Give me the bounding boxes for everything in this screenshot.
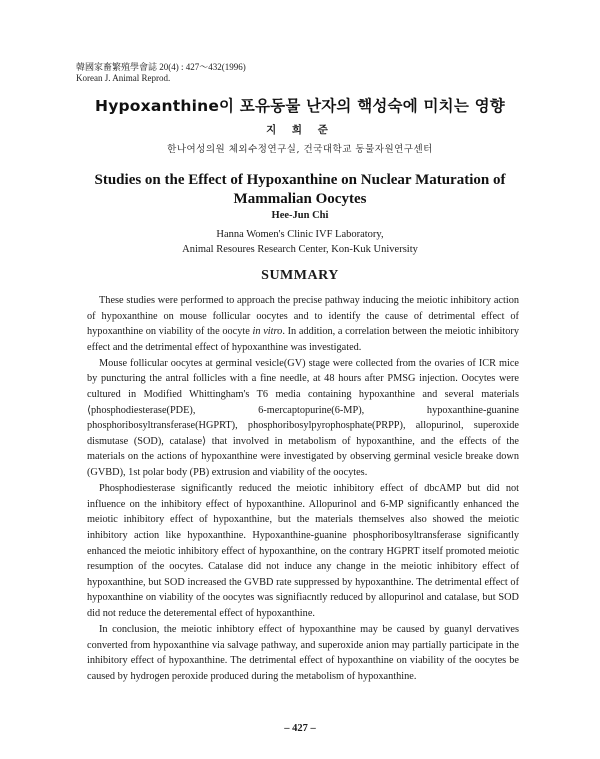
p1-italic-text: in vitro (252, 326, 283, 338)
p1-text-end: . In addition, a correlation between the meiotic inhibitory effect and the detrimental effect of hypoxanthine was investigated. (87, 326, 519, 353)
summary-body (87, 293, 519, 685)
journal-citation-korean: 韓國家畜繁殖學會誌 20(4) : 427～432(1996) (76, 62, 246, 72)
affiliation-line-1: Hanna Women's Clinic IVF Laboratory, (216, 229, 384, 240)
page-number: – 427 – (284, 723, 316, 734)
p1-text: These studies were performed to approach the precise pathway inducing the meiotic inhibitory action of hypoxanthine on mouse follicular oocytes and to identify the cause of detrimental effect of hypoxanthine on viability of the oocyte (87, 295, 519, 338)
summary-paragraph-3: Phosphodiesterase significantly reduced the meiotic inhibitory effect of dbcAMP but did not influence on the inhibitory effect of hypoxanthine. Allopurinol and 6-MP significantly enhanced the meiotic inhibitory effect of hypoxanthine, but the materials themselves also showed the meiotic inhibitory action like hypoxanthine. Hypoxanthine-guanine phosphoribosyltransferase significantly enhanced the meiotic inhibitory effect of hypoxanthine, on the contrary HGPRT itself promoted meiotic resumption of the oocytes. Catalase did not induce any change in the meiotic inhibitory effect of hypoxanthine, but SOD increased the GVBD rate suppressed by hypoxanthine. The detrimental effect of hypoxanthine on viability of the oocytes was signifiacntly reduced by allopurinol and catalase, but SOD did not reduce the deteremental effect of hypoxanthine. (87, 483, 519, 619)
affiliation-line-2: Animal Resoures Research Center, Kon-Kuk University (182, 244, 418, 255)
english-title: Studies on the Effect of Hypoxanthine on Nuclear Maturation of Mammalian Oocytes (94, 172, 506, 207)
korean-author: 지 희 준 (266, 124, 334, 136)
korean-title: Hypoxanthine이 포유동물 난자의 핵성숙에 미치는 영향 (95, 97, 505, 115)
summary-heading: SUMMARY (261, 268, 339, 283)
summary-paragraph-2: Mouse follicular oocytes at germinal vesicle(GV) stage were collected from the ovaries of ICR mice by puncturing the antral follicles with a fine needle, at 48 hours after PMSG injection. Oocytes were cultured in Modified Whittingham's T6 media containing hypoxanthine and several materials ⟨phosphodiesterase(PDE), 6-mercaptopurine(6-MP), hypoxanthine-guanine phosphoribosyltransferase(HGPRT), phosphoribosylpyrophosphate(PRPP), allopurinol, superoxide dismutase (SOD), catalase⟩ that involved in metabolism of hypoxanthine, and the effects of the materials on the actions of hypoxanthine were investigated by observing germinal vesicle breake down (GVBD), 1st polar body (PB) extrusion and viability of the oocytes. (87, 357, 519, 479)
summary-paragraph-4: In conclusion, the meiotic inhibtory effect of hypoxanthine may be caused by guanyl dervatives converted from hypoxanthine via salvage pathway, and superoxide anion may partially participate in the inhibitory effect of hypoxanthine. The detrimental effect of hypoxanthine on viability of the oocytes be caused by hydrogen peroxide produced during the metabolism of hypoxanthine. (87, 623, 519, 682)
summary-paragraph-1 (87, 293, 519, 355)
journal-citation-english: Korean J. Animal Reprod. (76, 73, 171, 83)
english-affiliation (0, 227, 600, 257)
korean-affiliation: 한나여성의원 체외수정연구실, 건국대학교 동물자원연구센터 (167, 144, 433, 155)
english-author: Hee-Jun Chi (271, 210, 329, 221)
